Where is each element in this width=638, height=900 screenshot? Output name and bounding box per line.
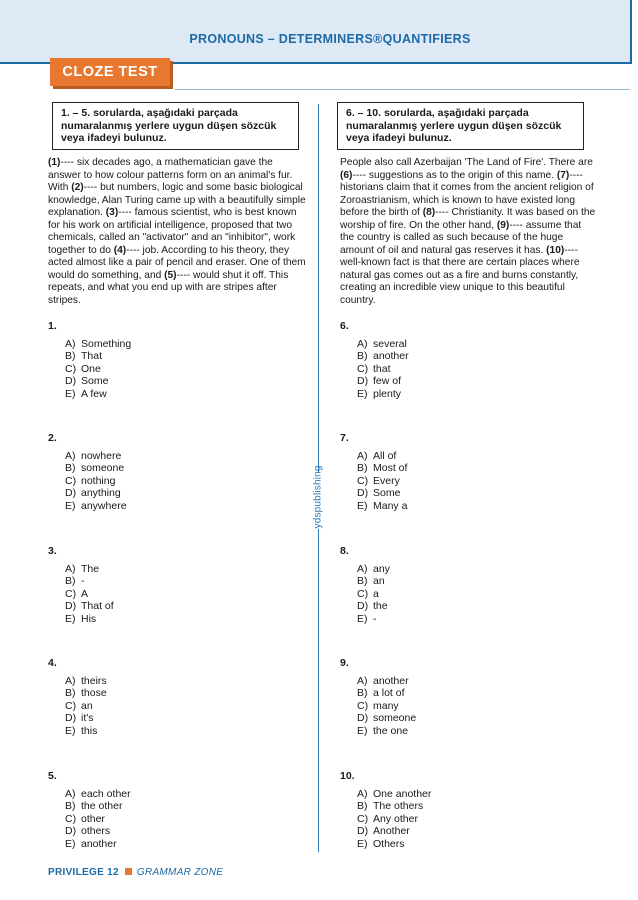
option-text: Another bbox=[373, 825, 410, 838]
answer-option[interactable] bbox=[357, 725, 416, 738]
option-letter: D) bbox=[65, 825, 77, 838]
passage-right-text bbox=[340, 157, 598, 307]
option-letter: C) bbox=[357, 474, 369, 487]
option-text: the other bbox=[81, 800, 123, 813]
option-text: other bbox=[81, 812, 105, 825]
option-text: - bbox=[373, 612, 377, 625]
option-letter: A) bbox=[65, 449, 76, 462]
question-block bbox=[48, 770, 131, 851]
option-letter: A) bbox=[357, 787, 368, 800]
footer-zone: GRAMMAR ZONE bbox=[136, 867, 224, 878]
option-text: another bbox=[81, 837, 117, 850]
answer-option[interactable] bbox=[357, 338, 409, 351]
option-letter: B) bbox=[65, 800, 76, 813]
answer-option[interactable] bbox=[65, 338, 131, 351]
passage-segment: ---- job. According to his theory, they acted almost like a pair of pencil and eraser. One of them would do something, and bbox=[48, 244, 306, 281]
option-text: The others bbox=[373, 800, 424, 813]
passage-segment: ---- would shut it off. This repeats, and what you end up with are stripes after stripes. bbox=[48, 269, 289, 306]
option-text: another bbox=[373, 350, 409, 363]
option-letter: D) bbox=[65, 600, 77, 613]
answer-option[interactable] bbox=[65, 813, 131, 826]
option-letter: D) bbox=[357, 712, 369, 725]
option-letter: A) bbox=[65, 787, 76, 800]
option-text: the one bbox=[373, 724, 409, 737]
answer-option[interactable] bbox=[65, 712, 107, 725]
answer-option[interactable] bbox=[65, 725, 107, 738]
option-letter: E) bbox=[65, 387, 76, 400]
answer-option[interactable] bbox=[65, 700, 107, 713]
option-letter: B) bbox=[357, 687, 368, 700]
option-text: someone bbox=[373, 712, 417, 725]
answer-option[interactable] bbox=[65, 375, 131, 388]
option-text: Most of bbox=[373, 462, 408, 475]
option-letter: C) bbox=[65, 699, 77, 712]
option-letter: C) bbox=[357, 812, 369, 825]
answer-option[interactable] bbox=[357, 600, 390, 613]
option-text: Others bbox=[373, 837, 405, 850]
instruction-box-right: 6. – 10. sorularda, aşağıdaki parçada numaralanmış yerlere uygun düşen sözcük veya ifadeyi bulunuz. bbox=[337, 102, 584, 150]
answer-option[interactable] bbox=[65, 800, 131, 813]
option-letter: B) bbox=[65, 687, 76, 700]
answer-option[interactable] bbox=[357, 350, 409, 363]
option-letter: C) bbox=[65, 474, 77, 487]
blank-number: (6) bbox=[340, 169, 353, 181]
passage-left-text bbox=[48, 157, 306, 307]
answer-option[interactable] bbox=[357, 813, 431, 826]
option-text: it's bbox=[81, 712, 94, 725]
answer-option[interactable] bbox=[357, 563, 390, 576]
option-text: That of bbox=[81, 600, 114, 613]
option-letter: E) bbox=[357, 387, 368, 400]
option-text: The bbox=[81, 562, 100, 575]
answer-option[interactable] bbox=[65, 838, 131, 851]
option-letter: C) bbox=[65, 587, 77, 600]
option-letter: E) bbox=[357, 499, 368, 512]
blank-number: (8) bbox=[422, 207, 436, 218]
answer-option[interactable] bbox=[65, 388, 131, 401]
option-letter: A) bbox=[357, 674, 368, 687]
answer-option[interactable] bbox=[65, 687, 107, 700]
answer-option[interactable] bbox=[357, 825, 431, 838]
option-letter: E) bbox=[65, 724, 76, 737]
option-text: theirs bbox=[81, 674, 107, 687]
passage-segment: ---- assume that the country is called as such because of the huge amount of oil and natural gas reserves it has. bbox=[340, 219, 582, 256]
option-text: the bbox=[373, 600, 388, 613]
option-letter: A) bbox=[65, 674, 76, 687]
answer-option[interactable] bbox=[357, 462, 407, 475]
question-block bbox=[340, 545, 390, 626]
answer-option[interactable] bbox=[65, 450, 127, 463]
blank-number: (3) bbox=[105, 207, 119, 218]
passage-segment: ---- famous scientist, who is best known for his work on artificial intelligence, proposed that two chemicals, called an "activator" and an "inhibitor", work together to do bbox=[48, 207, 297, 256]
answer-option[interactable] bbox=[65, 788, 131, 801]
option-text: His bbox=[81, 612, 97, 625]
option-letter: B) bbox=[357, 462, 368, 475]
passage-left bbox=[48, 157, 306, 307]
option-letter: C) bbox=[65, 812, 77, 825]
option-letter: A) bbox=[65, 337, 76, 350]
header-side-rule bbox=[630, 0, 632, 64]
option-text: plenty bbox=[373, 387, 402, 400]
passage-segment: ---- well-known fact is that there are certain places where natural gas comes out as a fire and burns constantly, creating an incredible view unique to this beautiful country. bbox=[340, 244, 580, 306]
answer-option[interactable] bbox=[357, 613, 390, 626]
option-text: nothing bbox=[81, 474, 116, 487]
option-letter: D) bbox=[65, 487, 77, 500]
question-block bbox=[340, 320, 409, 401]
answer-option[interactable] bbox=[357, 363, 409, 376]
option-letter: B) bbox=[357, 575, 368, 588]
question-block bbox=[48, 432, 127, 513]
question-number: 3. bbox=[48, 545, 57, 557]
passage-segment: ---- six decades ago, a mathematician gave the answer to how colour patterns form on an animal's fur. With bbox=[48, 157, 293, 193]
option-letter: B) bbox=[65, 575, 76, 588]
question-block bbox=[340, 657, 416, 738]
answer-option[interactable] bbox=[357, 375, 409, 388]
option-letter: D) bbox=[65, 712, 77, 725]
blank-number: (10) bbox=[546, 244, 565, 256]
option-text: anywhere bbox=[81, 499, 127, 512]
option-text: many bbox=[373, 699, 399, 712]
question-number: 7. bbox=[340, 432, 349, 444]
answer-option[interactable] bbox=[65, 588, 114, 601]
blank-number: (2) bbox=[71, 182, 84, 193]
question-block bbox=[48, 320, 131, 401]
blank-number: (1) bbox=[48, 157, 61, 168]
answer-option[interactable] bbox=[357, 687, 416, 700]
answer-option[interactable] bbox=[357, 700, 416, 713]
answer-option[interactable] bbox=[65, 613, 114, 626]
question-number: 1. bbox=[48, 320, 57, 332]
option-letter: D) bbox=[357, 487, 369, 500]
option-text: Some bbox=[373, 487, 401, 500]
option-letter: E) bbox=[65, 837, 76, 850]
option-text: A few bbox=[81, 387, 107, 400]
blank-number: (7) bbox=[556, 169, 570, 181]
option-letter: E) bbox=[357, 724, 368, 737]
option-text: Some bbox=[81, 375, 109, 388]
option-letter: C) bbox=[357, 587, 369, 600]
answer-option[interactable] bbox=[65, 487, 127, 500]
option-text: that bbox=[373, 362, 391, 375]
blank-number: (4) bbox=[113, 244, 127, 256]
option-text: nowhere bbox=[81, 449, 122, 462]
cloze-test-badge: CLOZE TEST bbox=[50, 58, 170, 86]
brand-vertical bbox=[312, 465, 324, 529]
passage-segment: ---- historians claim that it comes from the ancient religion of Zoroastrianism, which is known to have existed long before the birth of bbox=[340, 169, 594, 218]
option-letter: E) bbox=[357, 612, 368, 625]
section-rule bbox=[175, 89, 630, 90]
option-letter: A) bbox=[357, 449, 368, 462]
header-band bbox=[0, 0, 630, 62]
option-text: That bbox=[81, 350, 103, 363]
answer-option[interactable] bbox=[357, 500, 407, 513]
option-letter: E) bbox=[65, 612, 76, 625]
question-block bbox=[340, 770, 431, 851]
question-number: 4. bbox=[48, 657, 57, 669]
option-text: A bbox=[81, 587, 89, 600]
answer-option[interactable] bbox=[65, 575, 114, 588]
option-text: another bbox=[373, 674, 409, 687]
passage-right bbox=[340, 157, 598, 307]
option-text: each other bbox=[81, 787, 131, 800]
option-text: One another bbox=[373, 787, 432, 800]
option-text: few of bbox=[373, 375, 402, 388]
answer-option[interactable] bbox=[357, 675, 416, 688]
option-letter: B) bbox=[357, 800, 368, 813]
footer-label: PRIVILEGE 12 bbox=[48, 867, 119, 878]
option-letter: D) bbox=[65, 375, 77, 388]
passage-segment: People also call Azerbaijan 'The Land of Fire'. There are bbox=[340, 157, 593, 168]
answer-option[interactable] bbox=[65, 563, 114, 576]
option-letter: E) bbox=[357, 837, 368, 850]
question-number: 5. bbox=[48, 770, 57, 782]
answer-option[interactable] bbox=[357, 388, 409, 401]
passage-segment: ---- suggestions as to the origin of this name. bbox=[352, 169, 557, 181]
option-text: Something bbox=[81, 337, 132, 350]
option-text: several bbox=[373, 337, 407, 350]
option-text: Every bbox=[373, 474, 400, 487]
option-text: an bbox=[373, 575, 385, 588]
passage-segment: ---- Christianity. It was based on the worship of fire. On the other hand, bbox=[340, 207, 596, 231]
option-letter: D) bbox=[357, 600, 369, 613]
question-block bbox=[48, 657, 107, 738]
option-letter: D) bbox=[357, 375, 369, 388]
passage-segment: ---- but numbers, logic and some basic biological knowledge, Alan Turing came up with a beautifully simple explanation. bbox=[48, 182, 306, 218]
question-number: 6. bbox=[340, 320, 349, 332]
brand-text: ydspublishing bbox=[312, 465, 324, 529]
option-text: a lot of bbox=[373, 687, 405, 700]
option-text: One bbox=[81, 362, 101, 375]
option-text: Many a bbox=[373, 499, 408, 512]
question-number: 2. bbox=[48, 432, 57, 444]
option-letter: B) bbox=[65, 350, 76, 363]
option-text: this bbox=[81, 724, 98, 737]
page-title: PRONOUNS – DETERMINERS®QUANTIFIERS bbox=[189, 32, 471, 46]
option-letter: B) bbox=[357, 350, 368, 363]
blank-number: (9) bbox=[496, 219, 510, 231]
option-text: any bbox=[373, 562, 390, 575]
option-letter: D) bbox=[357, 825, 369, 838]
answer-option[interactable] bbox=[357, 788, 431, 801]
answer-option[interactable] bbox=[65, 500, 127, 513]
option-text: a bbox=[373, 587, 379, 600]
footer-square-icon bbox=[125, 868, 132, 875]
option-letter: C) bbox=[357, 362, 369, 375]
answer-option[interactable] bbox=[65, 350, 131, 363]
option-letter: A) bbox=[357, 337, 368, 350]
option-text: anything bbox=[81, 487, 121, 500]
question-number: 8. bbox=[340, 545, 349, 557]
answer-option[interactable] bbox=[65, 475, 127, 488]
option-text: those bbox=[81, 687, 107, 700]
answer-option[interactable] bbox=[65, 600, 114, 613]
answer-option[interactable] bbox=[357, 838, 431, 851]
answer-option[interactable] bbox=[357, 800, 431, 813]
answer-option[interactable] bbox=[357, 712, 416, 725]
option-text: an bbox=[81, 699, 93, 712]
question-block bbox=[48, 545, 114, 626]
question-number: 10. bbox=[340, 770, 355, 782]
option-text: others bbox=[81, 825, 111, 838]
answer-option[interactable] bbox=[357, 487, 407, 500]
answer-option[interactable] bbox=[357, 588, 390, 601]
option-text: Any other bbox=[373, 812, 418, 825]
option-letter: B) bbox=[65, 462, 76, 475]
option-letter: A) bbox=[65, 562, 76, 575]
question-block bbox=[340, 432, 407, 513]
question-number: 9. bbox=[340, 657, 349, 669]
answer-option[interactable] bbox=[357, 575, 390, 588]
option-letter: C) bbox=[357, 699, 369, 712]
footer bbox=[48, 867, 223, 878]
answer-option[interactable] bbox=[357, 475, 407, 488]
answer-option[interactable] bbox=[357, 450, 407, 463]
option-text: All of bbox=[373, 449, 397, 462]
option-text: someone bbox=[81, 462, 125, 475]
answer-option[interactable] bbox=[65, 675, 107, 688]
answer-option[interactable] bbox=[65, 462, 127, 475]
option-text: - bbox=[81, 575, 85, 588]
instruction-box-left: 1. – 5. sorularda, aşağıdaki parçada numaralanmış yerlere uygun düşen sözcük veya ifadeyi bulunuz. bbox=[52, 102, 299, 150]
option-letter: E) bbox=[65, 499, 76, 512]
option-letter: C) bbox=[65, 362, 77, 375]
blank-number: (5) bbox=[164, 269, 177, 281]
answer-option[interactable] bbox=[65, 825, 131, 838]
answer-option[interactable] bbox=[65, 363, 131, 376]
option-letter: A) bbox=[357, 562, 368, 575]
